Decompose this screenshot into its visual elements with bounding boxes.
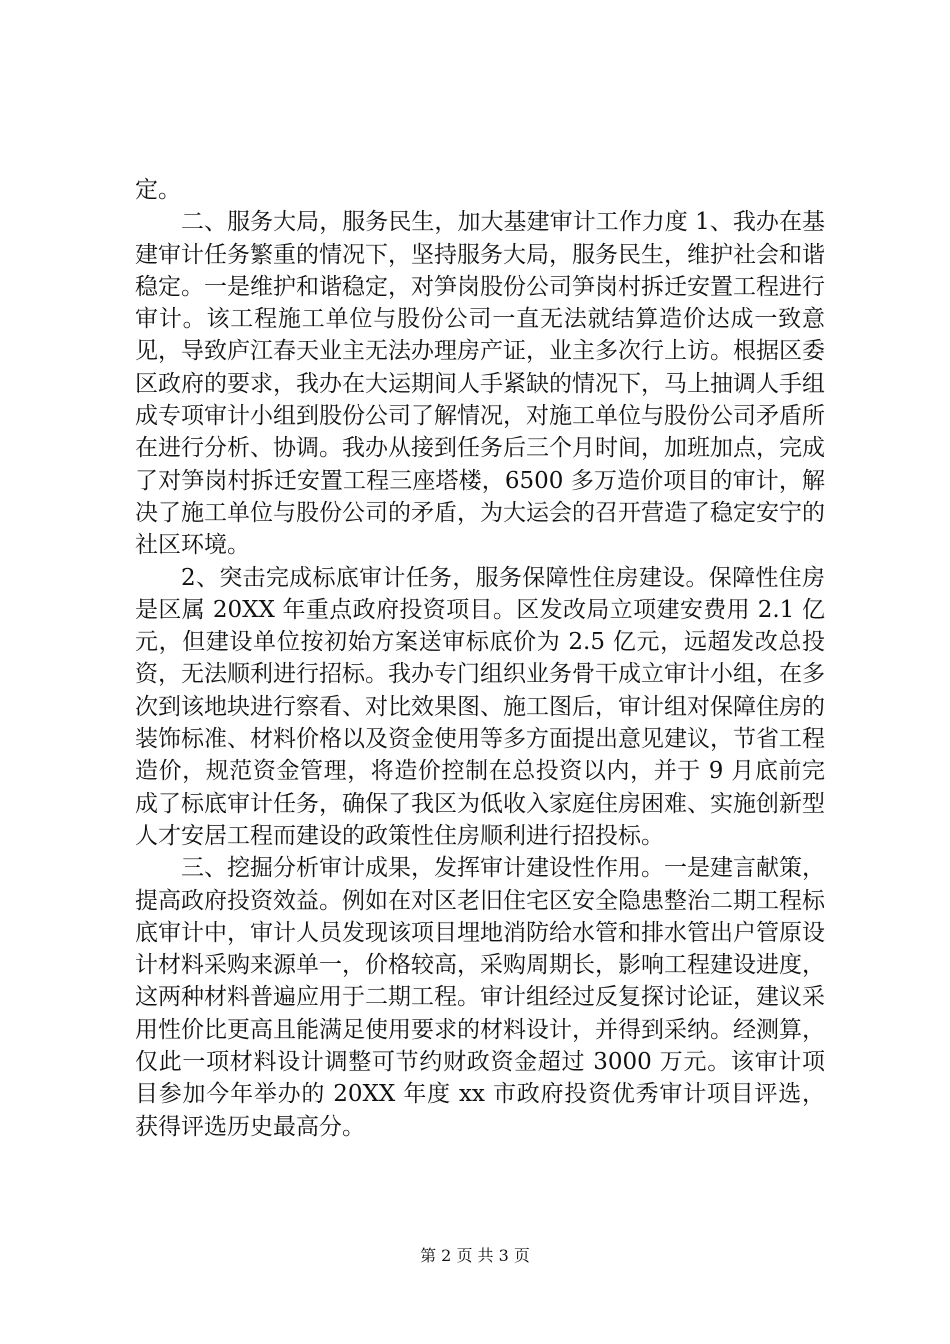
page-number: 第 2 页 共 3 页 [420, 1246, 530, 1265]
paragraph-continuation: 定。 [135, 177, 181, 203]
paragraph-section-two: 二、服务大局，服务民生，加大基建审计工作力度 1、我办在基建审计任务繁重的情况下，坚持服务大局，服务民生，维护社会和谐稳定。一是维护和谐稳定，对笋岗股份公司笋岗村拆迁安置工程进行审计。该工程施工单位与股份公司一直无法就结算造价达成一致意见，导致庐江春天业主无法办理房产证，业主多次行上访。根据区委区政府的要求，我办在大运期间人手紧缺的情况下，马上抽调人手组成专项审计小组到股份公司了解情况，对施工单位与股份公司矛盾所在进行分析、协调。我办从接到任务后三个月时间，加班加点，完成了对笋岗村拆迁安置工程三座塔楼，6500 多万造价项目的审计，解决了施工单位与股份公司的矛盾，为大运会的召开营造了稳定安宁的社区环境。 [135, 209, 825, 559]
paragraph-item-two: 2、突击完成标底审计任务，服务保障性住房建设。保障性住房是区属 20XX 年重点政府投资项目。区发改局立项建安费用 2.1 亿元，但建设单位按初始方案送审标底价为 2.5 亿元，远超发改总投资，无法顺利进行招标。我办专门组织业务骨干成立审计小组，在多次到该地块进行察看、对比效果图、施工图后，审计组对保障住房的装饰标准、材料价格以及资金使用等多方面提出意见建议，节省工程造价，规范资金管理，将造价控制在总投资以内，并于 9 月底前完成了标底审计任务，确保了我区为低收入家庭住房困难、实施创新型人才安居工程而建设的政策性住房顺利进行招投标。 [135, 564, 825, 849]
document-body [135, 174, 825, 1143]
paragraph-section-three: 三、挖掘分析审计成果，发挥审计建设性作用。一是建言献策，提高政府投资效益。例如在对区老旧住宅区安全隐患整治二期工程标底审计中，审计人员发现该项目埋地消防给水管和排水管出户管原设计材料采购来源单一，价格较高，采购周期长，影响工程建设进度，这两种材料普遍应用于二期工程。审计组经过反复探讨论证，建议采用性价比更高且能满足使用要求的材料设计，并得到采纳。经测算，仅此一项材料设计调整可节约财政资金超过 3000 万元。该审计项目参加今年举办的 20XX 年度 xx 市政府投资优秀审计项目评选，获得评选历史最高分。 [135, 855, 825, 1140]
